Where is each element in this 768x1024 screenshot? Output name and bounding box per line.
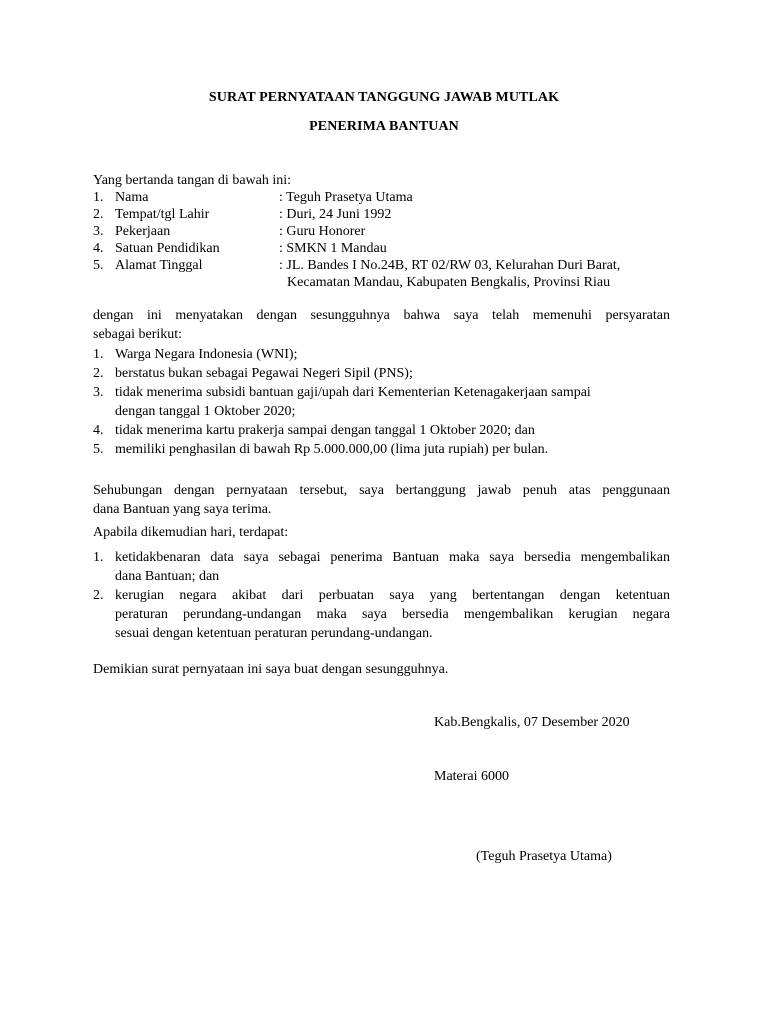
identity-row-birth xyxy=(93,206,670,223)
list-text: Warga Negara Indonesia (WNI); xyxy=(115,347,298,362)
list-text: dana Bantuan; dan xyxy=(115,569,220,584)
identity-number: 1. xyxy=(93,190,104,205)
list-item xyxy=(93,548,670,586)
stamp-label: Materai 6000 xyxy=(434,769,510,784)
identity-value: : Guru Honorer xyxy=(279,224,366,239)
identity-row-name xyxy=(93,189,670,206)
list-text: berstatus bukan sebagai Pegawai Negeri Sipil (PNS); xyxy=(115,366,413,381)
responsibility-line: dana Bantuan yang saya terima. xyxy=(93,502,272,517)
list-text: tidak menerima kartu prakerja sampai dengan tanggal 1 Oktober 2020; dan xyxy=(115,423,535,438)
identity-value: : Teguh Prasetya Utama xyxy=(279,190,413,205)
list-text: sesuai dengan ketentuan peraturan perundang-undangan. xyxy=(115,626,433,641)
identity-row-occupation xyxy=(93,223,670,240)
list-item xyxy=(93,586,670,643)
list-number: 2. xyxy=(93,588,104,603)
list-item xyxy=(93,345,670,364)
statement-line: dengan ini menyatakan dengan sesungguhnya bahwa saya telah memenuhi persyaratan xyxy=(93,308,670,323)
requirements-list xyxy=(93,345,670,459)
list-item xyxy=(93,421,670,440)
list-item xyxy=(93,440,670,459)
conditions-intro: Apabila dikemudian hari, terdapat: xyxy=(93,525,289,540)
list-text: ketidakbenaran data saya sebagai penerima Bantuan maka saya bersedia mengembalikan xyxy=(115,550,670,565)
identity-label: Nama xyxy=(115,190,149,205)
list-text: peraturan perundang-undangan maka saya bersedia mengembalikan kerugian negara xyxy=(115,607,670,622)
identity-value: : JL. Bandes I No.24B, RT 02/RW 03, Kelurahan Duri Barat, xyxy=(279,258,621,273)
identity-label: Alamat Tinggal xyxy=(115,258,203,273)
list-text: kerugian negara akibat dari perbuatan saya yang bertentangan dengan ketentuan xyxy=(115,588,670,603)
document-subtitle: PENERIMA BANTUAN xyxy=(309,119,459,134)
identity-row-school xyxy=(93,240,670,257)
list-number: 1. xyxy=(93,550,104,565)
identity-value: : SMKN 1 Mandau xyxy=(279,241,387,256)
identity-label: Pekerjaan xyxy=(115,224,171,239)
place-date: Kab.Bengkalis, 07 Desember 2020 xyxy=(434,715,630,730)
list-text: memiliki penghasilan di bawah Rp 5.000.000,00 (lima juta rupiah) per bulan. xyxy=(115,442,549,457)
closing-text: Demikian surat pernyataan ini saya buat dengan sesungguhnya. xyxy=(93,662,449,677)
intro-text: Yang bertanda tangan di bawah ini: xyxy=(93,173,292,188)
signatory-name: (Teguh Prasetya Utama) xyxy=(476,849,612,864)
identity-number: 5. xyxy=(93,258,104,273)
statement-line: sebagai berikut: xyxy=(93,327,183,342)
identity-section xyxy=(93,172,670,291)
list-item xyxy=(93,364,670,383)
list-number: 1. xyxy=(93,347,104,362)
list-number: 2. xyxy=(93,366,104,381)
list-number: 3. xyxy=(93,385,104,400)
identity-number: 2. xyxy=(93,207,104,222)
conditions-section xyxy=(93,523,670,643)
document-title: SURAT PERNYATAAN TANGGUNG JAWAB MUTLAK xyxy=(208,90,560,105)
identity-number: 4. xyxy=(93,241,104,256)
identity-label: Satuan Pendidikan xyxy=(115,241,220,256)
identity-number: 3. xyxy=(93,224,104,239)
address-continuation: Kecamatan Mandau, Kabupaten Bengkalis, Provinsi Riau xyxy=(287,275,611,290)
list-item xyxy=(93,383,670,421)
identity-row-address xyxy=(93,257,670,274)
list-text: dengan tanggal 1 Oktober 2020; xyxy=(115,404,296,419)
closing-paragraph xyxy=(93,660,670,679)
statement-paragraph xyxy=(93,306,670,344)
responsibility-paragraph xyxy=(93,481,670,519)
list-text: tidak menerima subsidi bantuan gaji/upah dari Kementerian Ketenagakerjaan sampai xyxy=(115,385,591,400)
responsibility-line: Sehubungan dengan pernyataan tersebut, saya bertanggung jawab penuh atas penggunaan xyxy=(93,483,670,498)
identity-label: Tempat/tgl Lahir xyxy=(115,207,210,222)
list-number: 5. xyxy=(93,442,104,457)
list-number: 4. xyxy=(93,423,104,438)
identity-value: : Duri, 24 Juni 1992 xyxy=(279,207,392,222)
